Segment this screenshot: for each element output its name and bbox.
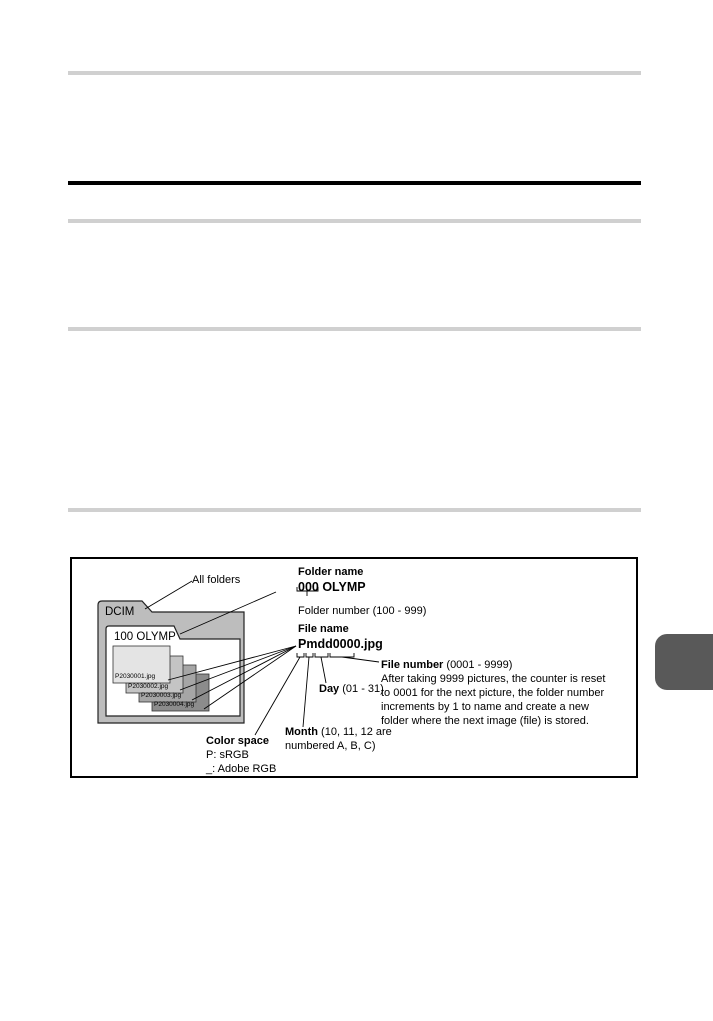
month-leader (303, 657, 309, 727)
olymp-folder-label: 100 OLYMP (114, 631, 176, 643)
color-space-option-1: P: sRGB (206, 749, 249, 761)
file-label-3: P2030003.jpg (141, 692, 182, 699)
month-bracket (306, 653, 313, 657)
file-number-leader (342, 657, 379, 662)
chapter-tab (655, 634, 713, 690)
folder-name-title: Folder name (298, 566, 364, 578)
section-divider (68, 508, 641, 512)
color-space-title: Color space (206, 735, 269, 747)
heading-rule (68, 181, 641, 185)
file-number-desc-4: folder where the next image (file) is stored. (381, 715, 589, 727)
file-name-title: File name (298, 623, 349, 635)
day-bracket (315, 653, 328, 657)
dcim-label: DCIM (105, 606, 135, 618)
file-number-desc-2: to 0001 for the next picture, the folder number (381, 687, 605, 699)
file-label-1: P2030001.jpg (115, 673, 156, 680)
all-folders-leader (145, 581, 192, 609)
all-folders-label: All folders (192, 574, 241, 586)
color-space-leader (255, 657, 300, 735)
section-divider (68, 219, 641, 223)
file-naming-diagram (70, 557, 638, 778)
color-space-option-2: _: Adobe RGB (206, 763, 277, 775)
folder-number-note: Folder number (100 - 999) (298, 605, 427, 617)
month-label: Month (10, 11, 12 are (285, 726, 392, 738)
file-number-label: File number (0001 - 9999) (381, 659, 513, 671)
section-divider (68, 327, 641, 331)
file-label-4: P2030004.jpg (154, 701, 195, 708)
month-note: numbered A, B, C) (285, 740, 376, 752)
file-name-value: Pmdd0000.jpg (298, 637, 383, 651)
day-leader (321, 657, 326, 683)
file-number-bracket (330, 653, 354, 657)
file-number-desc-3: increments by 1 to name and create a new (381, 701, 589, 713)
day-label: Day (01 - 31) (319, 683, 384, 695)
section-divider (68, 71, 641, 75)
color-space-bracket (297, 653, 304, 657)
file-number-desc-1: After taking 9999 pictures, the counter is reset (381, 673, 606, 685)
folder-name-value: 000 OLYMP (298, 580, 366, 594)
file-label-2: P2030002.jpg (128, 683, 169, 690)
